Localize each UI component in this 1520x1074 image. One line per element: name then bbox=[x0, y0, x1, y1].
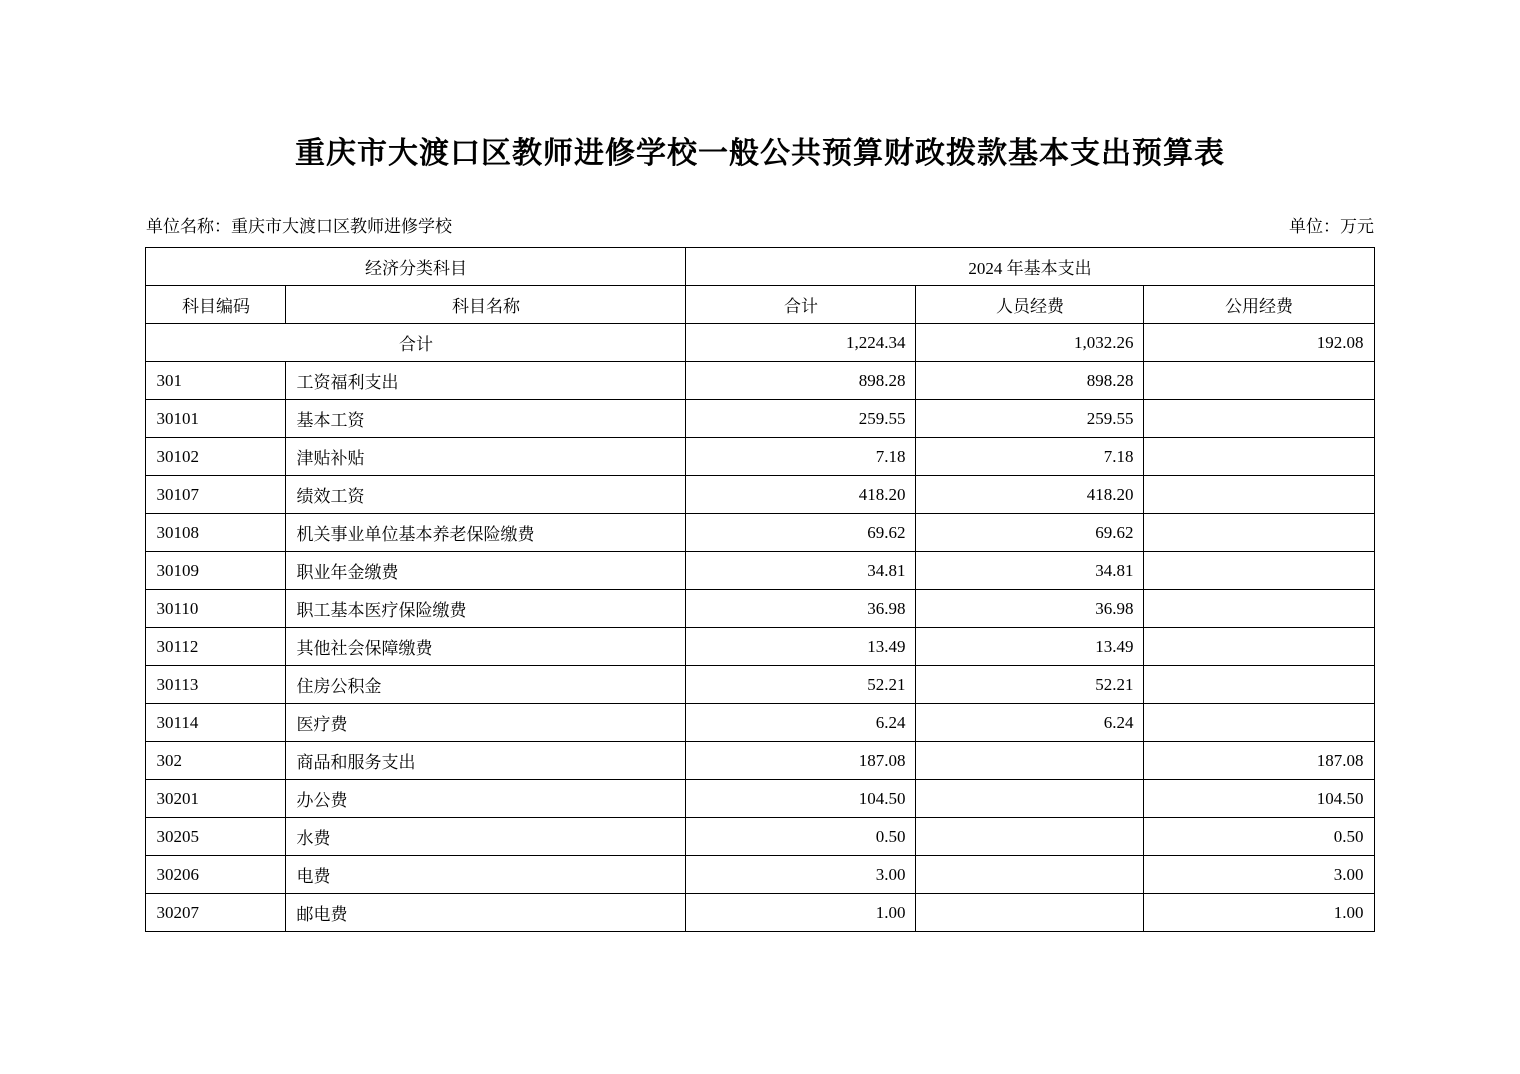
unit-measure-label: 单位：万元 bbox=[1289, 217, 1374, 236]
cell-name: 职业年金缴费 bbox=[286, 552, 686, 590]
cell-public bbox=[1144, 476, 1374, 514]
cell-public bbox=[1144, 514, 1374, 552]
table-row bbox=[146, 514, 1374, 552]
cell-personnel bbox=[916, 818, 1144, 856]
cell-total: 0.50 bbox=[686, 818, 916, 856]
cell-code: 30101 bbox=[146, 400, 286, 438]
cell-total: 6.24 bbox=[686, 704, 916, 742]
cell-personnel: 898.28 bbox=[916, 362, 1144, 400]
table-row bbox=[146, 362, 1374, 400]
table-row bbox=[146, 552, 1374, 590]
cell-personnel: 69.62 bbox=[916, 514, 1144, 552]
cell-personnel: 34.81 bbox=[916, 552, 1144, 590]
cell-public: 187.08 bbox=[1144, 742, 1374, 780]
cell-code: 30205 bbox=[146, 818, 286, 856]
cell-total: 418.20 bbox=[686, 476, 916, 514]
cell-total: 104.50 bbox=[686, 780, 916, 818]
table-row bbox=[146, 666, 1374, 704]
cell-personnel: 52.21 bbox=[916, 666, 1144, 704]
cell-public bbox=[1144, 590, 1374, 628]
cell-name: 其他社会保障缴费 bbox=[286, 628, 686, 666]
cell-code: 30108 bbox=[146, 514, 286, 552]
column-header-public: 公用经费 bbox=[1144, 286, 1374, 324]
table-row bbox=[146, 476, 1374, 514]
column-header-personnel: 人员经费 bbox=[916, 286, 1144, 324]
cell-name: 基本工资 bbox=[286, 400, 686, 438]
cell-name: 水费 bbox=[286, 818, 686, 856]
total-row-personnel: 1,032.26 bbox=[916, 324, 1144, 362]
cell-personnel bbox=[916, 780, 1144, 818]
cell-public bbox=[1144, 704, 1374, 742]
cell-public bbox=[1144, 552, 1374, 590]
cell-public bbox=[1144, 400, 1374, 438]
table-row bbox=[146, 780, 1374, 818]
document-meta bbox=[146, 212, 1374, 237]
group-header-basic-expenditure: 2024 年基本支出 bbox=[686, 248, 1374, 286]
cell-name: 住房公积金 bbox=[286, 666, 686, 704]
cell-public bbox=[1144, 628, 1374, 666]
table-header bbox=[146, 248, 1374, 324]
table-row bbox=[146, 818, 1374, 856]
table-row bbox=[146, 856, 1374, 894]
cell-code: 301 bbox=[146, 362, 286, 400]
table-group-header-row bbox=[146, 248, 1374, 286]
total-row-total: 1,224.34 bbox=[686, 324, 916, 362]
cell-code: 30109 bbox=[146, 552, 286, 590]
cell-public: 0.50 bbox=[1144, 818, 1374, 856]
budget-table bbox=[145, 247, 1374, 932]
column-header-name: 科目名称 bbox=[286, 286, 686, 324]
cell-public: 3.00 bbox=[1144, 856, 1374, 894]
cell-personnel: 36.98 bbox=[916, 590, 1144, 628]
cell-code: 30201 bbox=[146, 780, 286, 818]
group-header-economic-category: 经济分类科目 bbox=[146, 248, 686, 286]
cell-code: 30107 bbox=[146, 476, 286, 514]
cell-personnel: 418.20 bbox=[916, 476, 1144, 514]
cell-public: 1.00 bbox=[1144, 894, 1374, 932]
cell-code: 30112 bbox=[146, 628, 286, 666]
cell-personnel bbox=[916, 742, 1144, 780]
cell-name: 工资福利支出 bbox=[286, 362, 686, 400]
table-body bbox=[146, 324, 1374, 932]
total-row-public: 192.08 bbox=[1144, 324, 1374, 362]
cell-name: 津贴补贴 bbox=[286, 438, 686, 476]
cell-name: 医疗费 bbox=[286, 704, 686, 742]
total-row-label: 合计 bbox=[146, 324, 686, 362]
cell-personnel bbox=[916, 894, 1144, 932]
cell-total: 69.62 bbox=[686, 514, 916, 552]
cell-total: 259.55 bbox=[686, 400, 916, 438]
column-header-total: 合计 bbox=[686, 286, 916, 324]
cell-code: 30207 bbox=[146, 894, 286, 932]
table-row-total bbox=[146, 324, 1374, 362]
column-header-code: 科目编码 bbox=[146, 286, 286, 324]
table-row bbox=[146, 590, 1374, 628]
table-column-header-row bbox=[146, 286, 1374, 324]
cell-code: 30114 bbox=[146, 704, 286, 742]
cell-name: 邮电费 bbox=[286, 894, 686, 932]
cell-public bbox=[1144, 362, 1374, 400]
cell-name: 职工基本医疗保险缴费 bbox=[286, 590, 686, 628]
cell-name: 商品和服务支出 bbox=[286, 742, 686, 780]
cell-name: 办公费 bbox=[286, 780, 686, 818]
table-row bbox=[146, 742, 1374, 780]
cell-total: 3.00 bbox=[686, 856, 916, 894]
cell-code: 30102 bbox=[146, 438, 286, 476]
cell-total: 13.49 bbox=[686, 628, 916, 666]
table-row bbox=[146, 438, 1374, 476]
cell-personnel: 6.24 bbox=[916, 704, 1144, 742]
cell-total: 7.18 bbox=[686, 438, 916, 476]
cell-code: 30206 bbox=[146, 856, 286, 894]
page-title: 重庆市大渡口区教师进修学校一般公共预算财政拨款基本支出预算表 bbox=[295, 137, 1225, 170]
cell-name: 机关事业单位基本养老保险缴费 bbox=[286, 514, 686, 552]
cell-total: 34.81 bbox=[686, 552, 916, 590]
cell-total: 187.08 bbox=[686, 742, 916, 780]
cell-code: 30113 bbox=[146, 666, 286, 704]
cell-total: 52.21 bbox=[686, 666, 916, 704]
unit-name-label: 单位名称：重庆市大渡口区教师进修学校 bbox=[146, 217, 452, 236]
table-row bbox=[146, 628, 1374, 666]
cell-total: 36.98 bbox=[686, 590, 916, 628]
cell-personnel: 259.55 bbox=[916, 400, 1144, 438]
cell-code: 302 bbox=[146, 742, 286, 780]
cell-public: 104.50 bbox=[1144, 780, 1374, 818]
table-row bbox=[146, 894, 1374, 932]
cell-public bbox=[1144, 666, 1374, 704]
cell-public bbox=[1144, 438, 1374, 476]
table-row bbox=[146, 704, 1374, 742]
cell-name: 绩效工资 bbox=[286, 476, 686, 514]
cell-total: 1.00 bbox=[686, 894, 916, 932]
cell-personnel: 7.18 bbox=[916, 438, 1144, 476]
cell-personnel bbox=[916, 856, 1144, 894]
cell-personnel: 13.49 bbox=[916, 628, 1144, 666]
cell-code: 30110 bbox=[146, 590, 286, 628]
table-row bbox=[146, 400, 1374, 438]
cell-name: 电费 bbox=[286, 856, 686, 894]
cell-total: 898.28 bbox=[686, 362, 916, 400]
